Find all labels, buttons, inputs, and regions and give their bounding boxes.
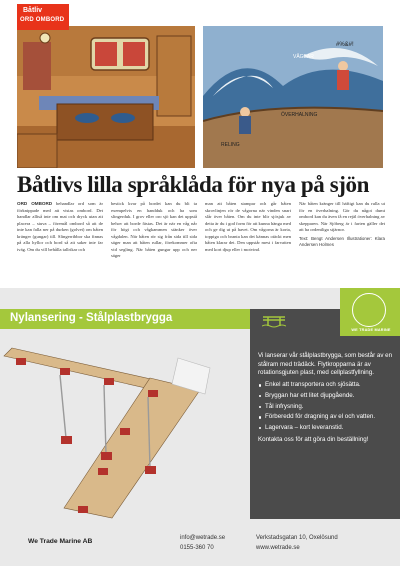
ad-feature-list	[258, 381, 394, 433]
article-headline: Båtlivs lilla språklåda för nya på sjön	[17, 172, 370, 197]
rail-label: RELING	[221, 142, 240, 148]
speech-bubble-text: #%&#!	[336, 42, 354, 48]
article-text: bestick kvar på bordet kan du bli ta exempelvis en handduk och ha som slingerduk. I grov eller oro sjö kan det uppstå behov att borde fästas. Det är när en våg når för högt och vågkammen stänker över vågdalen. När båten rör sig från sida till sida säger man att båten rullar, förekommer ofta vid segling. När båten gungar upp och ner säger	[111, 201, 197, 258]
footer-website[interactable]: www.wetrade.se	[256, 545, 300, 551]
ad-feature-item: Tål infrysning.	[258, 403, 394, 412]
article-body	[17, 201, 387, 283]
section-tag-subtitle: ORD OMBORD	[20, 17, 65, 23]
floating-dock-illustration	[0, 328, 250, 523]
article-text: behandlar ord som är förknippade med att vistas ombord. Det handlar alltså inte om mat och dryck utan att placera – stuva – föremål ombord så att de inte kan falla ner på durken (golvet) om båten kränger (gungar) till. Slingerribbor ska finnas på alla hyllor och bord så att saker inte far iväg. Om du vill behålla tallrikar och	[17, 201, 103, 252]
section-tag	[17, 4, 69, 30]
footer-phone: 0155-360 70	[180, 545, 214, 551]
article-lead: ORD OMBORD	[17, 201, 53, 206]
wave-label: VÅGBAR	[293, 54, 314, 60]
ad-feature-item: Lagervara – kort leveranstid.	[258, 424, 394, 433]
footer-email[interactable]: info@wetrade.se	[180, 535, 226, 541]
article-credits: Text: Bengt Andersen Illustrationer: Klara Andersen Holmes	[299, 235, 385, 247]
ad-intro: Vi lanserar vår stålplastbrygga, som består av en stålram med trädäck. Flytkropparna är av rotationsgjuten plast, med cellplastfyllning.	[258, 352, 393, 377]
boat-interior-illustration	[17, 26, 195, 168]
brand-logo-text: WE TRADE MARINE	[351, 328, 391, 332]
article-column-2	[111, 201, 197, 281]
article-column-4	[299, 201, 385, 281]
article-column-1	[17, 201, 103, 281]
section-tag-title: Båtliv	[23, 7, 43, 14]
footer-address: Verkstadsgatan 10, Oxelösund	[256, 535, 338, 541]
advertisement	[0, 288, 400, 566]
dock-icon	[262, 312, 286, 328]
ad-feature-item: Förberedd för dragning av el och vatten.	[258, 413, 394, 422]
ad-copy	[258, 352, 394, 447]
footer-company-name: We Trade Marine AB	[28, 538, 93, 545]
article-text: man att båten stampar och går båten skrovlinjen rör de vågorna när vinden snart slår över båten. Om du inte blir sjösjuk av detta är du i god form för att kunna hänga med och ge dig ut på havet. Om vågorna är korta, toppiga och branta kan det kännas otäckt men båten klarar det. Den uppstår mest i farvatten med kort djup eller i motvind.	[205, 201, 291, 252]
brand-logo-icon	[352, 293, 386, 327]
deck-label: ÖVERHALNING	[281, 112, 318, 118]
ad-banner	[0, 309, 250, 329]
ad-banner-title: Nylansering - Stålplastbrygga	[10, 312, 173, 324]
ad-feature-item: Bryggan har ett litet djupgående.	[258, 392, 394, 401]
ad-feature-item: Enkel att transportera och sjösätta.	[258, 381, 394, 390]
rough-sea-illustration	[203, 26, 383, 168]
ad-call-to-action: Kontakta oss för att göra din beställning!	[258, 435, 369, 443]
article-column-3	[205, 201, 291, 281]
article-text: När båten kränger till häftigt kan du rulla ut för en överhalning. Gör du något dumt ombord kan du även få en rejäl överhalning av skepparen. När Sjöberg är i farten gäller det att ha ordentliga stjärnor.	[299, 201, 385, 232]
